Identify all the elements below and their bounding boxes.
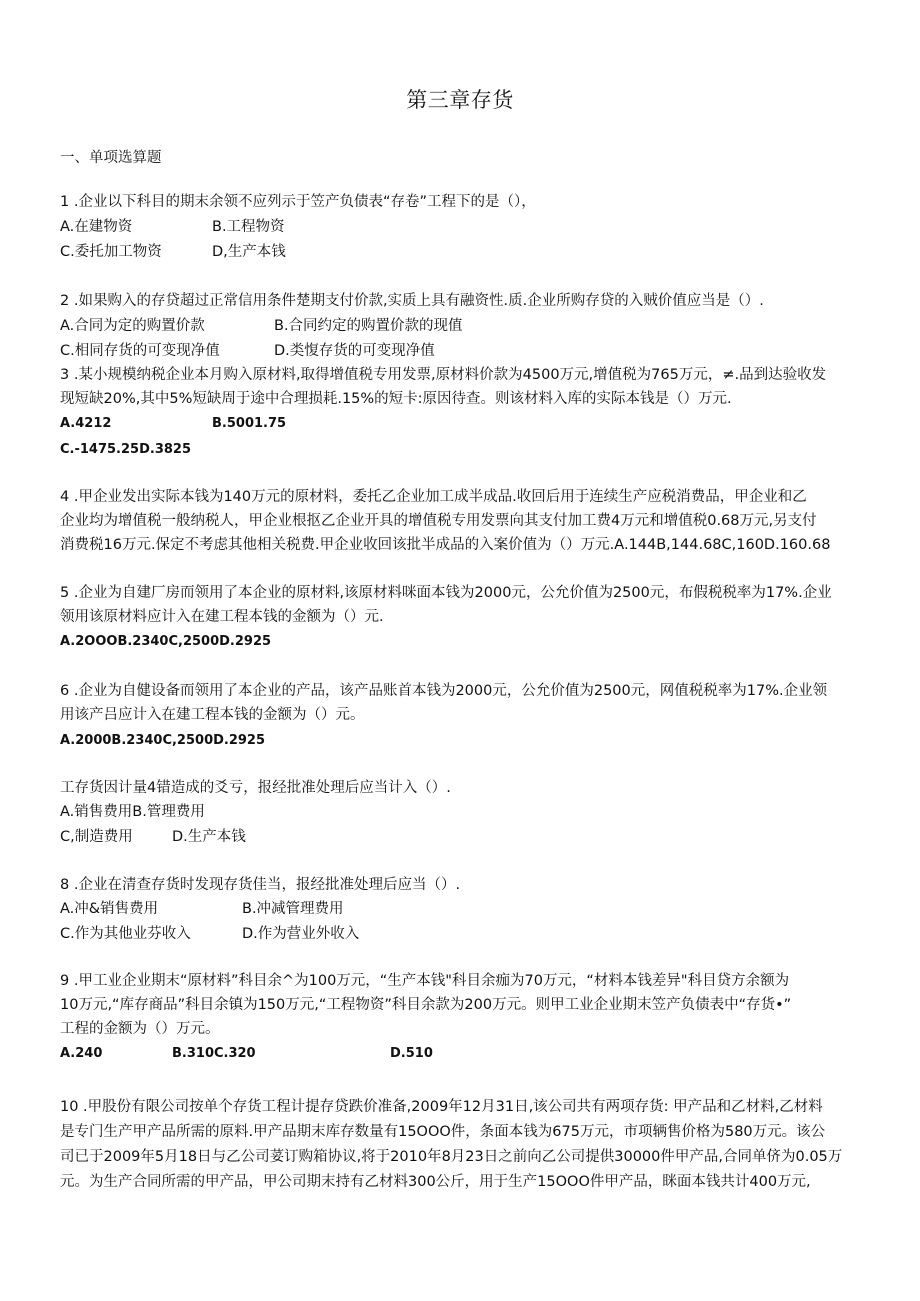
question-8-option-c: C.作为其他业芬收入 <box>60 926 191 942</box>
question-1-option-c: C.委托加工物资 <box>60 244 162 260</box>
question-8-stem: 8 .企业在清查存货时发现存货佳当，报经批准处理后应当（）. <box>60 877 461 893</box>
question-1-stem: 1 .企业以下科目的期末余领不应列示于笠产负债表“存卷”工程下的是（）， <box>60 194 536 210</box>
question-3-line-1: 3 .某小规模纳税企业本月购入原材料,取得增值税专用发票,原材料价款为4500万元,增值税为765万元，≠.品到达验收发 <box>60 367 827 383</box>
question-2-option-d: D.类愎存货的可变现净值 <box>274 343 435 359</box>
question-2-option-a: A.合同为定的购置价款 <box>60 318 205 334</box>
question-10-line-2: 是专门生产甲产品所需的原料.甲产品期末库存数量有15OOO件，条面本钱为675万元，市项辆售价格为580万元。该公 <box>60 1124 826 1140</box>
question-1-option-b: B.工程物资 <box>212 219 285 235</box>
question-10-line-3: 司已于2009年5月18日与乙公司荽订购箱协议,将于2010年8月23日之前向乙公司提供30000件甲产品,合同单侪为0.05万 <box>60 1149 843 1165</box>
question-6-options: A.2000B.2340C,2500D.2925 <box>60 733 266 748</box>
question-5-options: A.2OOOB.2340C,2500D.2925 <box>60 634 272 649</box>
question-1-option-a: A.在建物资 <box>60 219 133 235</box>
question-9-line-2: 10万元,“库存商品”科目余镇为150万元,“工程物资”科目余款为200万元。则甲工业企业期末笠产负债表中“存货•” <box>60 997 792 1013</box>
question-10-line-1: 10 .甲股份有限公司按单个存货工程计提存贷跌价准备,2009年12月31日,该公司共有两项存货: 甲产品和乙材料,乙材料 <box>60 1099 823 1115</box>
question-3-option-b: B.5001.75 <box>212 416 287 431</box>
question-4-line-2: 企业均为增值税一般纳税人，甲企业根抠乙企业开具的增值税专用发票向其支付加工费4万元和增值税0.68万元,另支付 <box>60 513 817 529</box>
question-6-line-2: 用该产吕应计入在建工程本钱的金额为（）元。 <box>60 707 365 723</box>
question-9-line-1: 9 .甲工业企业期末“原材料”科目余^为100万元，“生产本钱"科目余痂为70万元，“材料本钱差异"科目贷方余额为 <box>60 973 790 989</box>
question-2-option-c: C.相同存货的可变现净值 <box>60 343 220 359</box>
page-title: 第三章存货 <box>406 88 514 112</box>
question-3-line-2: 现短缺20%,其中5%短缺周于途中合理损耗.15%的短卡:原因待查。则该材料入库的实际本钱是（）万元. <box>60 391 732 407</box>
question-7-option-c: C,制造费用 <box>60 829 133 845</box>
section-heading: 一、单项选算题 <box>60 150 162 166</box>
question-2-stem: 2 .如果购入的存贷超过正常信用条件楚期支付价款,实质上具有融资性.质.企业所购存贷的入贼价值应当是（）. <box>60 293 764 309</box>
question-5-line-2: 领用该原材料应计入在建工程本钱的金额为（）元. <box>60 609 384 625</box>
question-9-option-a: A.240 <box>60 1046 103 1061</box>
question-10-line-4: 元。为生产合同所需的甲产品，甲公司期末持有乙材料300公斤，用于生产15OOO件甲产品，眯面本钱共计400万元, <box>60 1174 811 1190</box>
question-4-line-3: 消费税16万元.保定不考虑其他相关税费.甲企业收回该批半成品的入案价值为（）万元.A.144B,144.68C,160D.160.68 <box>60 537 831 553</box>
question-8-option-b: B.冲减管理费用 <box>242 901 344 917</box>
question-3-option-a: A.4212 <box>60 416 112 431</box>
question-9-line-3: 工程的金额为（）万元。 <box>60 1021 220 1037</box>
question-7-option-ab: A.销售费用B.管理费用 <box>60 804 205 820</box>
question-4-line-1: 4 .甲企业发出实际本钱为140万元的原材料，委托乙企业加工成半成品.收回后用于连续生产应税消费品，甲企业和乙 <box>60 489 807 505</box>
question-8-option-a: A.冲&销售费用 <box>60 901 159 917</box>
question-9-option-bc: B.310C.320 <box>172 1046 256 1061</box>
question-7-option-d: D.生产本钱 <box>172 829 246 845</box>
question-9-option-d: D.510 <box>390 1046 433 1061</box>
question-2-option-b: B.合同约定的购置价款的现值 <box>274 318 463 334</box>
question-3-option-cd: C.-1475.25D.3825 <box>60 442 191 457</box>
question-7-stem: 工存货因计量4错造成的爻亏，报经批准处理后应当计入（）. <box>60 780 451 796</box>
question-1-option-d: D,生产本钱 <box>212 244 286 260</box>
question-5-line-1: 5 .企业为自建厂房而领用了本企业的原材料,该原材料咪面本钱为2000元，公允价值为2500元，布假税税率为17%.企业 <box>60 585 832 601</box>
question-6-line-1: 6 .企业为自健设备而领用了本企业的产品，该产品账首本钱为2000元，公允价值为2500元，网值税税率为17%.企业领 <box>60 683 828 699</box>
question-8-option-d: D.作为营业外收入 <box>242 926 360 942</box>
